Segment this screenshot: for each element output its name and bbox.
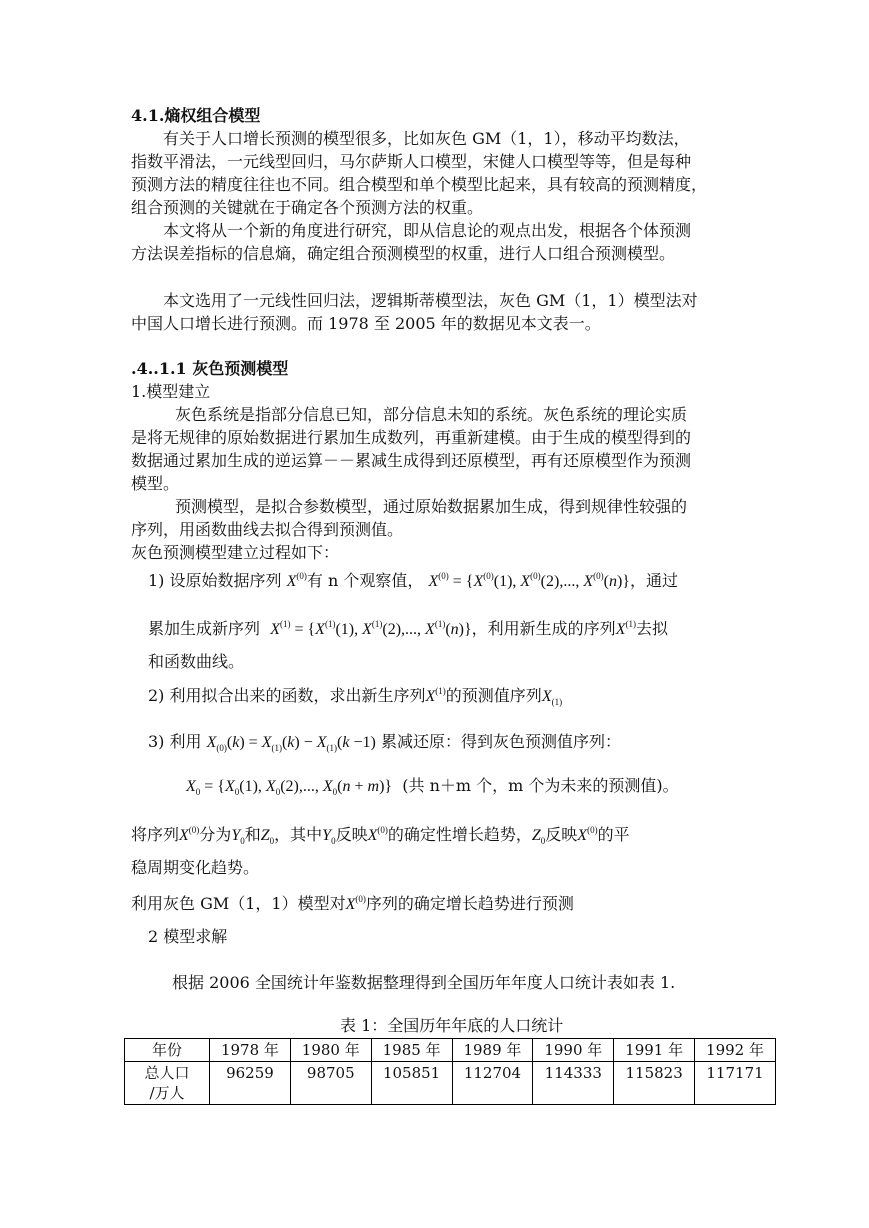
population-table: [124, 1038, 776, 1105]
gm-forecast-line: [131, 893, 574, 916]
formula: $X^{(1)} = \{X^{(1)}(1)$, $X^{(1)}(2)$,..., $X^{(1)}(n)$}: [270, 619, 472, 638]
step-3-note: (共 n＋m 个，m 个为未来的预测值)。: [402, 776, 679, 795]
paragraph-line: 中国人口增长进行预测。而 1978 至 2005 年的数据见本文表一。: [131, 314, 601, 333]
table-row: [125, 1062, 776, 1105]
paragraph-line: 本文将从一个新的角度进行研究，即从信息论的观点出发，根据各个体预测: [163, 221, 692, 240]
step-1-line-2: [148, 618, 668, 641]
table-cell: 1980 年: [290, 1039, 371, 1062]
gm-text: 利用灰色 GM（1，1）模型对: [131, 894, 346, 913]
decomposition-text: 将序列: [131, 825, 180, 844]
table-row-header-line: /万人: [149, 1084, 185, 1102]
step-1-line-1: [148, 570, 678, 593]
table-row-header: 年份: [125, 1039, 210, 1062]
table-cell: 98705: [290, 1062, 371, 1105]
formula: $X^{(0)}$: [179, 825, 200, 844]
item-title: 2 模型求解: [148, 927, 228, 946]
paragraph-line: 数据通过累加生成的逆运算－－累减生成得到还原模型，再有还原模型作为预测: [131, 451, 692, 470]
table-cell: 1985 年: [371, 1039, 452, 1062]
paragraph-line: 有关于人口增长预测的模型很多，比如灰色 GM（1，1），移动平均数法，: [163, 129, 690, 148]
subsection-heading: .4..1.1 灰色预测模型: [131, 359, 289, 378]
formula: $X^{(0)}$: [286, 571, 307, 590]
table-row-header: [125, 1062, 210, 1105]
table-cell: 117171: [695, 1062, 776, 1105]
paragraph-line: 预测模型，是拟合参数模型，通过原始数据累加生成，得到规律性较强的: [175, 497, 688, 516]
paragraph-line: 本文选用了一元线性回归法，逻辑斯蒂模型法，灰色 GM（1，1）模型法对: [163, 291, 698, 310]
paragraph-line: 序列，用函数曲线去拟合得到预测值。: [131, 520, 404, 539]
decomposition-text: 的确定性增长趋势，: [387, 825, 532, 844]
decomposition-text: 的平: [597, 825, 630, 844]
decomposition-text: 分为: [199, 825, 232, 844]
formula: $Y_0$: [322, 827, 336, 846]
decomposition-text: ，其中: [274, 825, 323, 844]
paragraph-line: 组合预测的关键就在于确定各个预测方法的权重。: [131, 198, 484, 217]
decomposition-text: 反映: [335, 825, 368, 844]
formula: $Z_0$: [531, 827, 546, 846]
formula: $X^{(1)}$: [425, 686, 446, 705]
decomposition-text: 反映: [545, 825, 578, 844]
table-cell: 1990 年: [533, 1039, 614, 1062]
table-cell: 1978 年: [210, 1039, 291, 1062]
paragraph-line: 指数平滑法，一元线型回归，马尔萨斯人口模型，宋健人口模型等等，但是每种: [131, 152, 692, 171]
table-caption: 表 1：全国历年年底的人口统计: [340, 1016, 564, 1035]
step-3-result: [186, 775, 679, 798]
formula: $Y_0$: [231, 827, 245, 846]
decomposition-line-1: [131, 824, 630, 847]
step-3-line: [148, 731, 621, 754]
formula: $X_{(0)}(k) = X_{(1)}(k) - X_{(1)}(k -1)$: [206, 734, 376, 753]
step-2-text: 的预测值序列: [445, 686, 542, 705]
formula: $X^{(0)}$: [367, 825, 388, 844]
process-intro: 灰色预测模型建立过程如下：: [131, 543, 340, 562]
table-cell: 1989 年: [452, 1039, 533, 1062]
paragraph-line: 灰色系统是指部分信息已知，部分信息未知的系统。灰色系统的理论实质: [175, 405, 688, 424]
step-1-text: 1) 设原始数据序列: [148, 571, 282, 590]
table-row: [125, 1039, 776, 1062]
formula: $X^{(0)}$: [345, 894, 366, 913]
item-title: 1.模型建立: [131, 382, 211, 401]
formula: $Z_0$: [260, 827, 275, 846]
step-3-text: 累减还原：得到灰色预测值序列：: [380, 732, 621, 751]
table-cell: 114333: [533, 1062, 614, 1105]
table-cell: 115823: [614, 1062, 695, 1105]
paragraph-line: 方法误差指标的信息熵，确定组合预测模型的权重，进行人口组合预测模型。: [131, 244, 676, 263]
step-1-text: 去拟: [635, 619, 668, 638]
decomposition-text: 和: [244, 825, 261, 844]
formula: $X_0 = \{X_0(1)$, $X_0(2)$,..., $X_0(n + m)$}: [186, 778, 393, 797]
paragraph-line: 是将无规律的原始数据进行累加生成数列，再重新建模。由于生成的模型得到的: [131, 428, 692, 447]
table-cell: 1992 年: [695, 1039, 776, 1062]
step-1-text: ，通过: [629, 571, 678, 590]
paragraph-line: 预测方法的精度往往也不同。组合模型和单个模型比起来，具有较高的预测精度，: [131, 175, 708, 194]
step-1-text: ，利用新生成的序列: [471, 619, 616, 638]
step-2-line: [148, 685, 562, 708]
paragraph-line: 模型。: [131, 474, 180, 493]
step-1-text: 有 n 个观察值，: [306, 571, 424, 590]
decomposition-line-2: 稳周期变化趋势。: [131, 858, 260, 877]
step-3-text: 3) 利用: [148, 732, 202, 751]
formula: $X_{(1)}$: [541, 688, 563, 707]
gm-text: 序列的确定增长趋势进行预测: [365, 894, 574, 913]
table-cell: 112704: [452, 1062, 533, 1105]
paragraph-line: 根据 2006 全国统计年鉴数据整理得到全国历年年度人口统计表如表 1.: [172, 973, 676, 992]
formula: $X^{(0)}$: [577, 825, 598, 844]
table-cell: 105851: [371, 1062, 452, 1105]
step-1-line-3: 和函数曲线。: [148, 652, 245, 671]
table-cell: 96259: [210, 1062, 291, 1105]
formula: $X^{(0)} = \{X^{(0)}(1)$, $X^{(0)}(2)$,..., $X^{(0)}(n)$}: [428, 571, 630, 590]
table-row-header-line: 总人口: [144, 1064, 190, 1082]
section-heading: 4.1.熵权组合模型: [131, 106, 261, 125]
step-2-text: 2) 利用拟合出来的函数，求出新生序列: [148, 686, 426, 705]
step-1-text: 累加生成新序列: [148, 619, 261, 638]
formula: $X^{(1)}$: [615, 619, 636, 638]
table-cell: 1991 年: [614, 1039, 695, 1062]
